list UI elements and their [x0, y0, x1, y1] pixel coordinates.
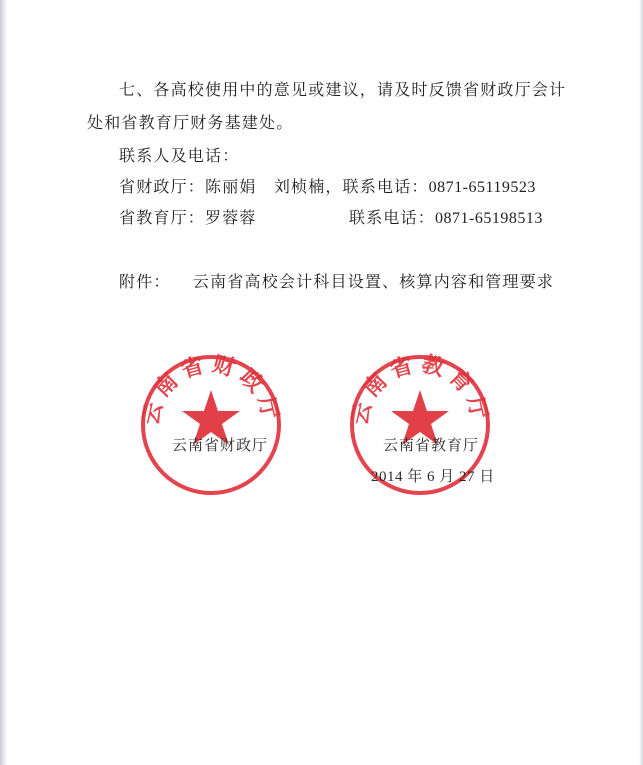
- phone-number: 0871-65198513: [435, 210, 543, 227]
- contact-row-finance: [119, 177, 536, 198]
- education-dept-signature: 云南省教育厅: [383, 436, 480, 454]
- paragraph-7-line-1: 七、各高校使用中的意见或建议，请及时反馈省财政厅会计: [119, 80, 567, 99]
- attachment-line: [119, 272, 554, 292]
- phone-label: 联系电话：: [342, 177, 429, 196]
- phone-number: 0871-65119523: [428, 179, 536, 196]
- contact-row-education: [119, 208, 257, 228]
- page-edge-left: [0, 0, 8, 765]
- attachment-title: 云南省高校会计科目设置、核算内容和管理要求: [192, 272, 555, 291]
- paragraph-7-line-2: 处和省教育厅财务基建处。: [87, 113, 294, 132]
- phone-label: 联系电话：: [349, 208, 436, 227]
- education-seal-text: 云南省教育厅: [347, 351, 493, 428]
- attachment-label: 附件：: [119, 272, 171, 291]
- issue-date: 2014 年 6 月 27 日: [371, 469, 495, 485]
- contact-dept: 省财政厅：: [119, 177, 206, 196]
- finance-dept-signature: 云南省财政厅: [172, 436, 269, 454]
- page-edge-right: [639, 0, 643, 765]
- finance-seal-text: 云南省财政厅: [138, 351, 284, 428]
- contact-names: 罗蓉蓉: [205, 208, 257, 227]
- contact-names: 陈丽娟 刘桢楠，: [205, 177, 343, 196]
- contacts-heading: 联系人及电话：: [119, 146, 240, 165]
- finance-dept-seal: [136, 350, 286, 500]
- contact-dept: 省教育厅：: [119, 208, 206, 227]
- contact-row-education-phone: [349, 208, 543, 229]
